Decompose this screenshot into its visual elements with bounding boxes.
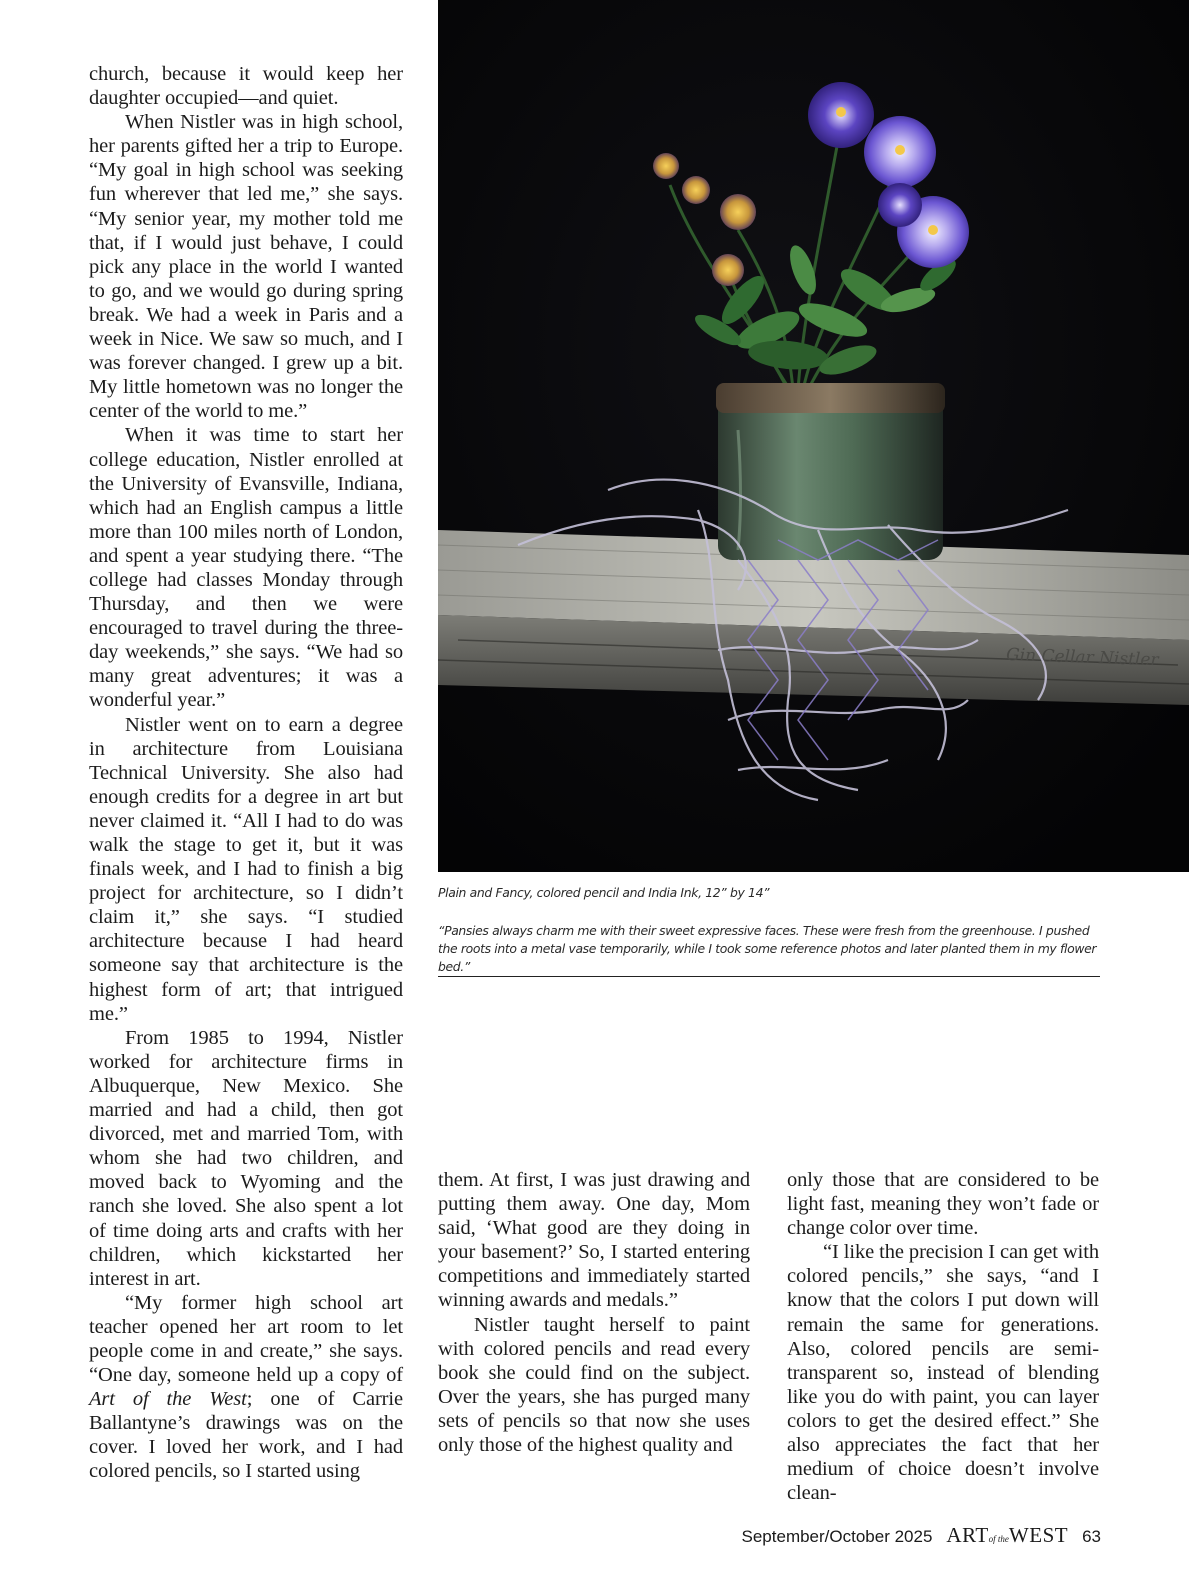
- paragraph: When Nistler was in high school, her parents gifted her a trip to Europe. “My goal in high school was seeking fun wherever that led me,” she says. “My senior year, my mother told me that, if I would just behave, I could pick any place in the world I wanted to go, and we would go during spring break. We had a week in Paris and a week in Nice. We saw so much, and I was forever changed. I grew up a bit. My little hometown was no longer the center of the world to me.”: [89, 111, 403, 423]
- paragraph: only those that are considered to be light fast, meaning they won’t fade or change color over time.: [787, 1169, 1099, 1240]
- paragraph-text: ; one of Carrie Ballantyne’s drawings was on the cover. I loved her work, and I had colored pencils, so I started using: [89, 1388, 403, 1483]
- issue-date: September/October 2025: [741, 1527, 933, 1546]
- paragraph: When it was time to start her college education, Nistler enrolled at the University of Evansville, Indiana, which had an English campus a little more than 100 miles north of London, and spent a year studying there. “The college had classes Monday through Thursday, and then we were encouraged to travel during the three-day weekends,” she says. “We had so many great adventures; it was a wonderful year.”: [89, 424, 403, 712]
- metal-vase: [716, 383, 945, 560]
- paragraph-text: “My former high school art teacher opened her art room to let people come in and create,” she says. “One day, someone held up a copy of: [89, 1291, 403, 1387]
- caption-divider: [438, 976, 1100, 977]
- article-column-2: [438, 1168, 750, 1457]
- artwork-image: [438, 0, 1189, 872]
- paragraph: them. At first, I was just drawing and putting them away. One day, Mom said, ‘What good are they doing in your basement?’ So, I started entering competitions and immediately started winning awards and medals.”: [438, 1169, 750, 1312]
- paragraph: Nistler went on to earn a degree in architecture from Louisiana Technical University. She also had enough credits for a degree in art but never claimed it. “All I had to do was walk the stage to get it, but it was finals week, and I had to finish a big project for architecture, so I didn’t claim it,” she says. “I studied architecture because I had heard someone say that architecture is the highest form of art; that intrigued me.”: [89, 713, 403, 1025]
- page-footer: [742, 1523, 1101, 1549]
- page-number: 63: [1082, 1527, 1101, 1546]
- paragraph: [89, 1291, 403, 1484]
- caption-title: Plain and Fancy, colored pencil and India Ink, 12” by 14”: [438, 885, 770, 900]
- paragraph: From 1985 to 1994, Nistler worked for architecture firms in Albuquerque, New Mexico. She married and had a child, then got divorced, met and married Tom, with whom she had two children, and moved back to Wyoming and the ranch she loved. She also spent a lot of time doing arts and crafts with her children, which kickstarted her interest in art.: [89, 1026, 403, 1290]
- magazine-logo: [946, 1523, 1068, 1548]
- logo-art: ART: [946, 1523, 989, 1547]
- logo-of-the: of the: [988, 1534, 1009, 1544]
- artist-signature: Gin Cellar Nistler: [1005, 645, 1159, 671]
- logo-west: WEST: [1008, 1523, 1069, 1547]
- magazine-title: Art of the West: [89, 1388, 247, 1411]
- paragraph: church, because it would keep her daughter occupied—and quiet.: [89, 63, 403, 110]
- article-column-1: [89, 62, 403, 1484]
- paragraph: “I like the precision I can get with colored pencils,” she says, “and I know that the colors I put down will remain the same for generations. Also, colored pencils are semi-transparent so, instead of blending like you do with paint, you can layer colors to get the desired effect.” She also appreciates the fact that her medium of choice doesn’t involve clean-: [787, 1241, 1099, 1505]
- article-column-3: [787, 1168, 1099, 1505]
- paragraph: Nistler taught herself to paint with colored pencils and read every book she could find on the subject. Over the years, she has purged many sets of pencils so that now she uses only those of the highest quality and: [438, 1313, 750, 1457]
- caption-quote: “Pansies always charm me with their sweet expressive faces. These were fresh from the greenhouse. I pushed the roots into a metal vase temporarily, while I took some reference photos and later planted them in my flower bed.”: [438, 923, 1097, 974]
